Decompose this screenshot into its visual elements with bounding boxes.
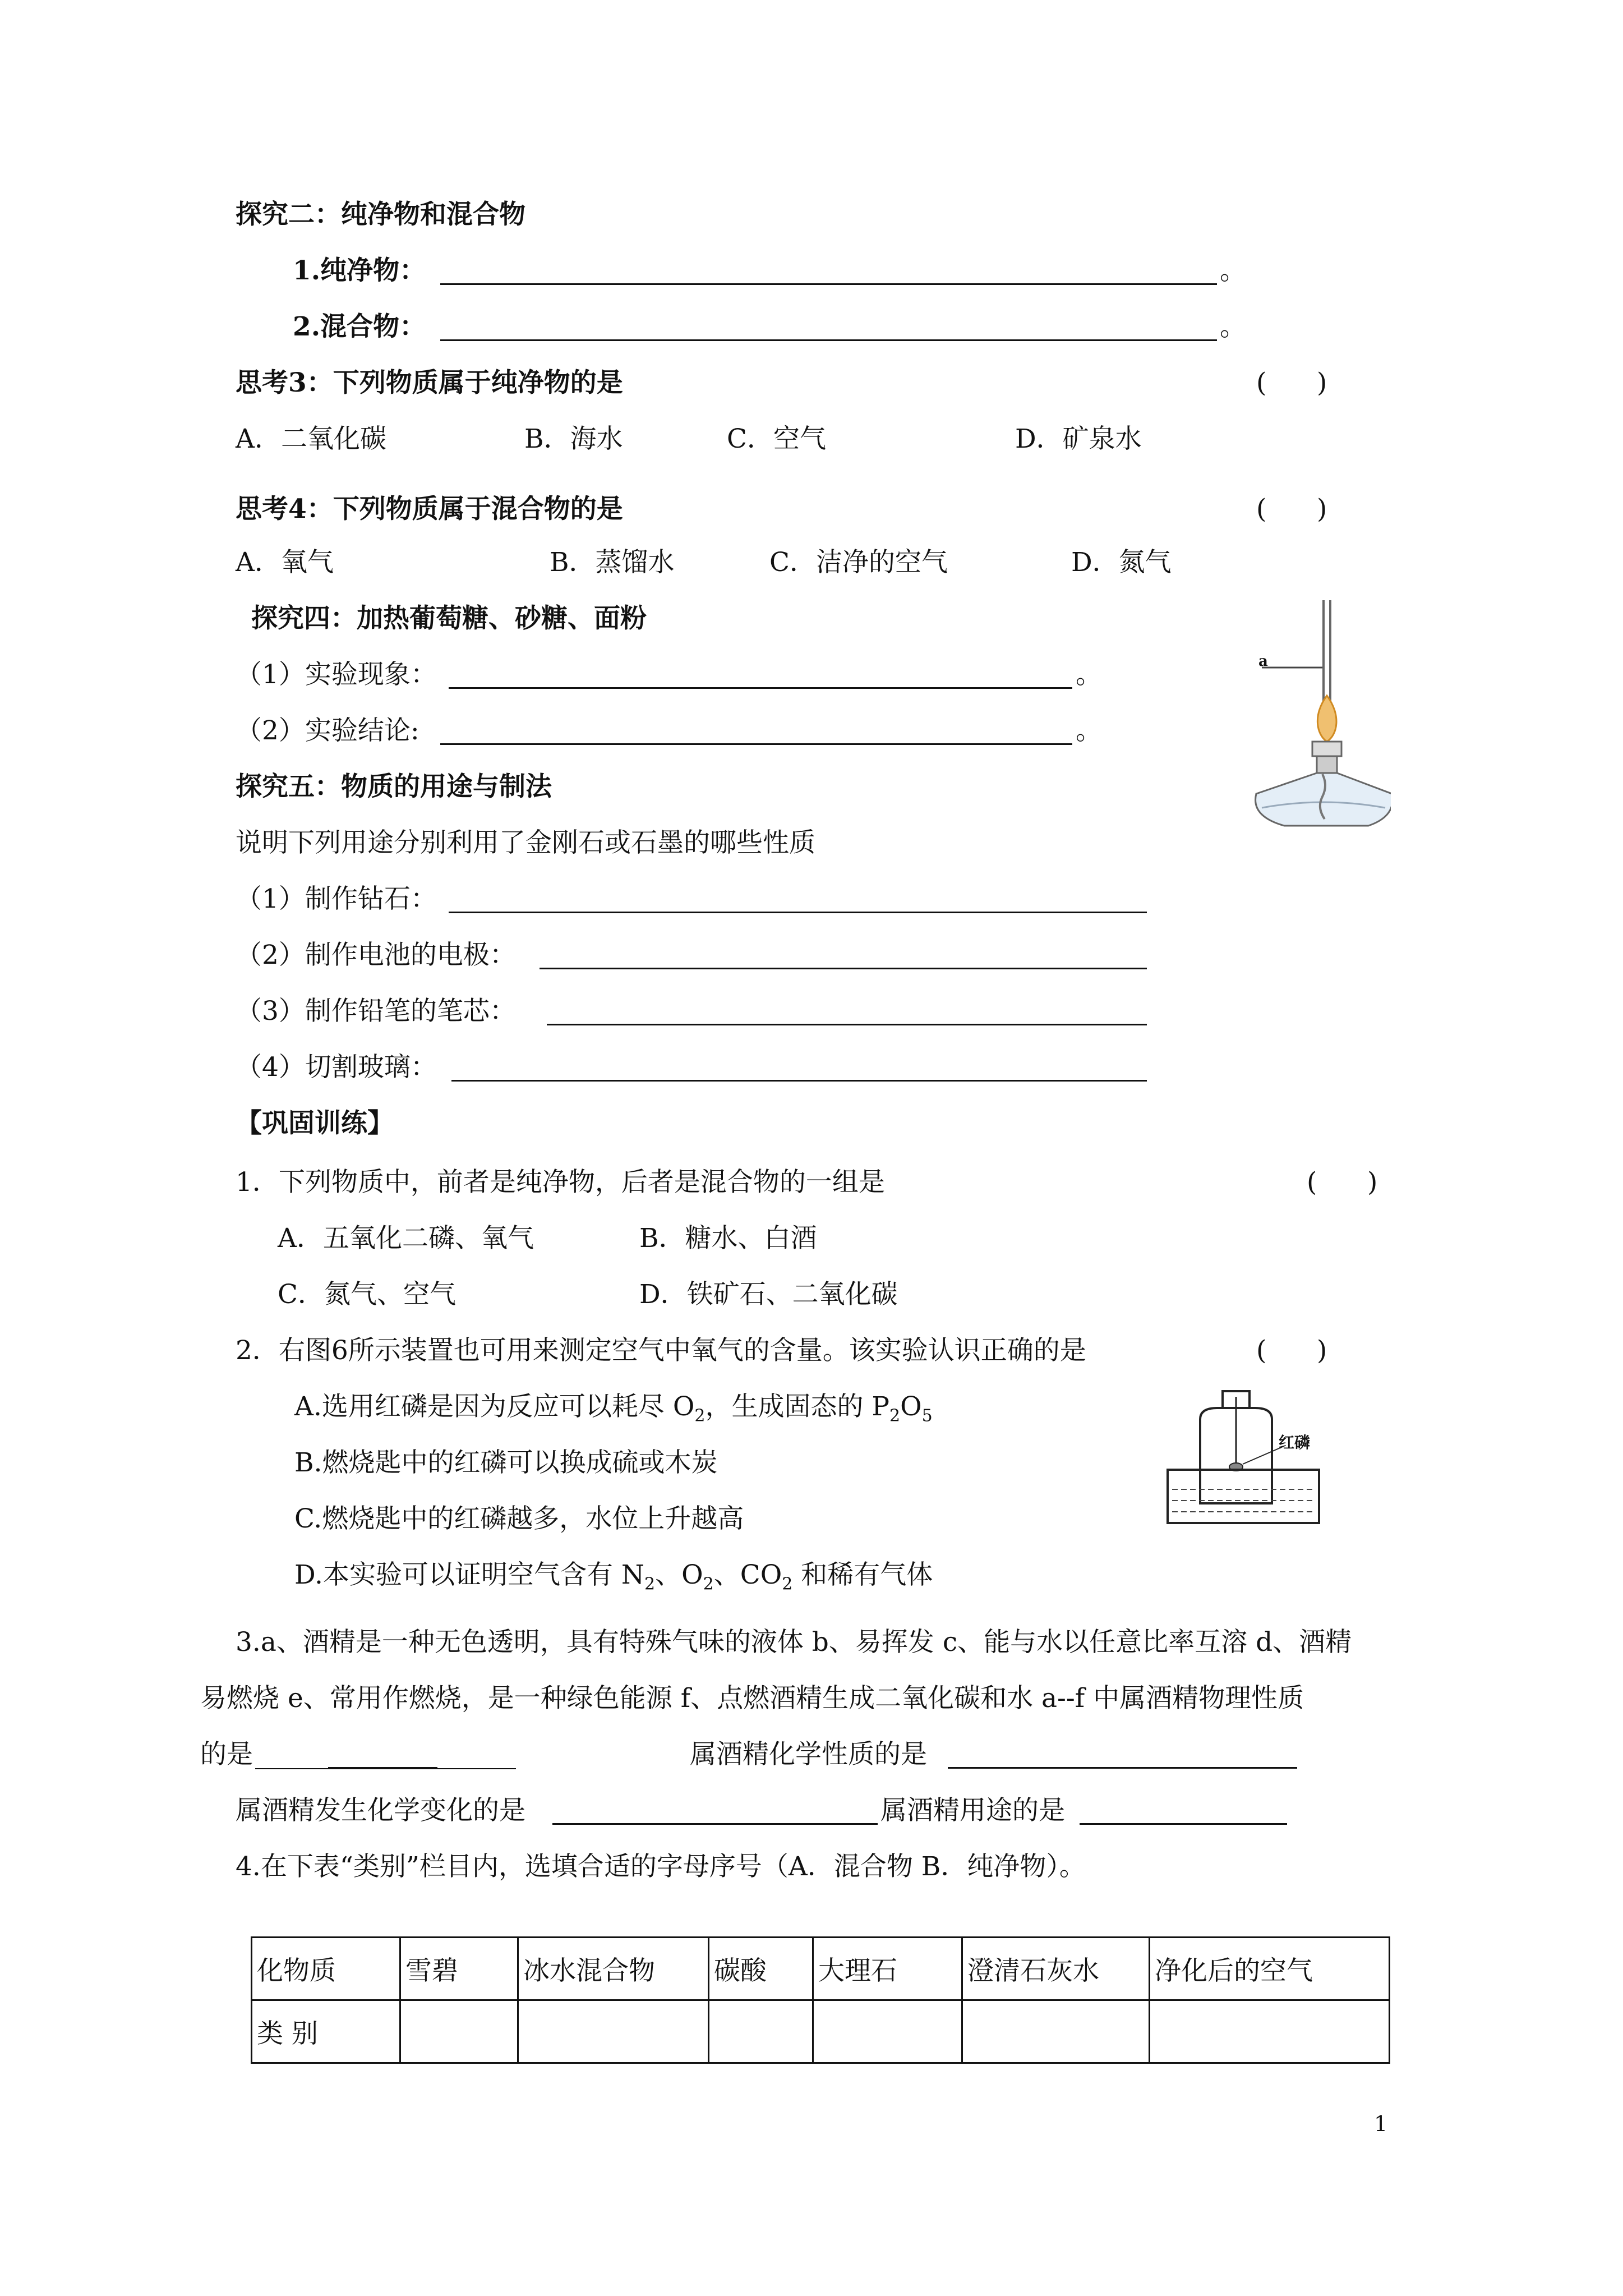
option-a[interactable]: A．氧气: [236, 547, 334, 578]
answer-paren[interactable]: ( ): [1256, 1335, 1327, 1366]
option-b[interactable]: B．蒸馏水: [550, 547, 675, 578]
section-5-intro: 说明下列用途分别利用了金刚石或石墨的哪些性质: [236, 827, 815, 858]
experiment-conclusion-blank[interactable]: [440, 743, 1072, 745]
q3-physical-label: 的是: [200, 1739, 253, 1770]
category-cell[interactable]: [962, 2000, 1150, 2063]
table-row: [252, 2000, 1390, 2063]
use-blank-3[interactable]: [547, 1024, 1147, 1025]
q4-stem: 4.在下表“类别”栏目内，选填合适的字母序号（A．混合物 B．纯净物）。: [236, 1851, 1086, 1882]
use-item-2: （2）制作电池的电极：: [236, 940, 516, 970]
option-b[interactable]: B．海水: [524, 424, 623, 454]
use-blank-2[interactable]: [540, 968, 1147, 969]
chemical-change-blank[interactable]: [552, 1823, 878, 1825]
option-b[interactable]: B.燃烧匙中的红磷可以换成硫或木炭: [294, 1447, 718, 1478]
q1-stem: 1．下列物质中，前者是纯净物，后者是混合物的一组是: [236, 1167, 885, 1198]
option-a[interactable]: A.选用红磷是因为反应可以耗尽 $O_2$，生成固态的 $P_2O_5$: [294, 1391, 933, 1426]
end-mark: 。: [1220, 255, 1246, 286]
option-d[interactable]: D．氮气: [1071, 547, 1172, 578]
option-c[interactable]: C.燃烧匙中的红磷越多，水位上升越高: [294, 1503, 744, 1534]
page-number: 1: [1374, 2111, 1388, 2136]
end-mark: 。: [1076, 715, 1102, 746]
phosphorus-apparatus-figure: [1161, 1386, 1335, 1526]
option-c[interactable]: C．氮气、空气: [278, 1279, 456, 1310]
answer-paren[interactable]: ( ): [1307, 1167, 1378, 1198]
option-d[interactable]: D．铁矿石、二氧化碳: [639, 1279, 898, 1310]
use-item-3: （3）制作铅笔的笔芯：: [236, 996, 516, 1027]
table-header-cell: 冰水混合物: [518, 1938, 709, 2000]
answer-paren[interactable]: ( ): [1256, 367, 1327, 398]
table-header-cell: 碳酸: [709, 1938, 813, 2000]
option-c[interactable]: C．洁净的空气: [769, 547, 948, 578]
pure-substance-label: 1.纯净物：: [293, 255, 426, 286]
table-header-cell: 大理石: [813, 1938, 962, 2000]
answer-paren[interactable]: ( ): [1256, 494, 1327, 524]
end-mark: 。: [1076, 659, 1102, 690]
use-blank[interactable]: [1080, 1823, 1287, 1825]
table-header-cell: 澄清石灰水: [962, 1938, 1150, 2000]
option-d[interactable]: D．矿泉水: [1015, 424, 1142, 454]
end-mark: 。: [1220, 311, 1246, 342]
experiment-phenomenon-label: （1）实验现象：: [236, 659, 437, 690]
option-a[interactable]: A．二氧化碳: [236, 424, 386, 454]
think4-stem: 思考4：下列物质属于混合物的是: [236, 494, 623, 524]
section-2-title: 探究二：纯净物和混合物: [236, 199, 525, 230]
heating-apparatus-figure: [1245, 595, 1391, 830]
table-row-label: 类 别: [252, 2000, 400, 2063]
chemical-property-blank[interactable]: [948, 1767, 1297, 1769]
q3-use-label: 属酒精用途的是: [880, 1795, 1065, 1826]
physical-property-blank-underline: [328, 1767, 437, 1769]
option-b[interactable]: B．糖水、白酒: [639, 1223, 817, 1254]
experiment-phenomenon-blank[interactable]: [449, 687, 1072, 689]
use-item-1: （1）制作钻石：: [236, 884, 437, 914]
q3-change-label: 属酒精发生化学变化的是: [236, 1795, 525, 1826]
figure-label-a: a: [1258, 653, 1268, 670]
mixture-blank[interactable]: [440, 339, 1217, 341]
experiment-conclusion-label: （2）实验结论:: [236, 715, 419, 746]
section-5-title: 探究五：物质的用途与制法: [236, 771, 552, 802]
mixture-label: 2.混合物：: [293, 311, 426, 342]
use-item-4: （4）切割玻璃：: [236, 1052, 437, 1083]
practice-title: 【巩固训练】: [236, 1108, 394, 1139]
pure-substance-blank[interactable]: [440, 283, 1217, 285]
q3-line-1: 3.a、酒精是一种无色透明，具有特殊气味的液体 b、易挥发 c、能与水以任意比率互溶 d、酒精: [236, 1627, 1352, 1658]
think3-stem: 思考3：下列物质属于纯净物的是: [236, 367, 623, 398]
section-4-title: 探究四：加热葡萄糖、砂糖、面粉: [251, 603, 647, 634]
category-cell[interactable]: [400, 2000, 518, 2063]
category-cell[interactable]: [709, 2000, 813, 2063]
option-a[interactable]: A．五氧化二磷、氧气: [278, 1223, 534, 1254]
red-phosphorus-label: 红磷: [1279, 1433, 1311, 1452]
table-header-cell: 净化后的空气: [1150, 1938, 1390, 2000]
q2-stem: 2．右图6所示装置也可用来测定空气中氧气的含量。该实验认识正确的是: [236, 1335, 1086, 1366]
q3-line-2: 易燃烧 e、常用作燃烧，是一种绿色能源 f、点燃酒精生成二氧化碳和水 a--f 中属酒精物理性质: [200, 1683, 1304, 1714]
table-header-cell: 雪碧: [400, 1938, 518, 2000]
table-header-row: [252, 1938, 1390, 2000]
category-cell[interactable]: [1150, 2000, 1390, 2063]
classification-table: [251, 1936, 1390, 2064]
category-cell[interactable]: [518, 2000, 709, 2063]
use-blank-1[interactable]: [449, 912, 1147, 913]
q3-chemical-label: 属酒精化学性质的是: [690, 1739, 927, 1770]
option-d[interactable]: D.本实验可以证明空气含有 $N_2$、$O_2$、$CO_2$ 和稀有气体: [294, 1559, 933, 1594]
category-cell[interactable]: [813, 2000, 962, 2063]
use-blank-4[interactable]: [451, 1080, 1147, 1082]
table-header-cell: 化物质: [252, 1938, 400, 2000]
option-c[interactable]: C．空气: [727, 424, 826, 454]
